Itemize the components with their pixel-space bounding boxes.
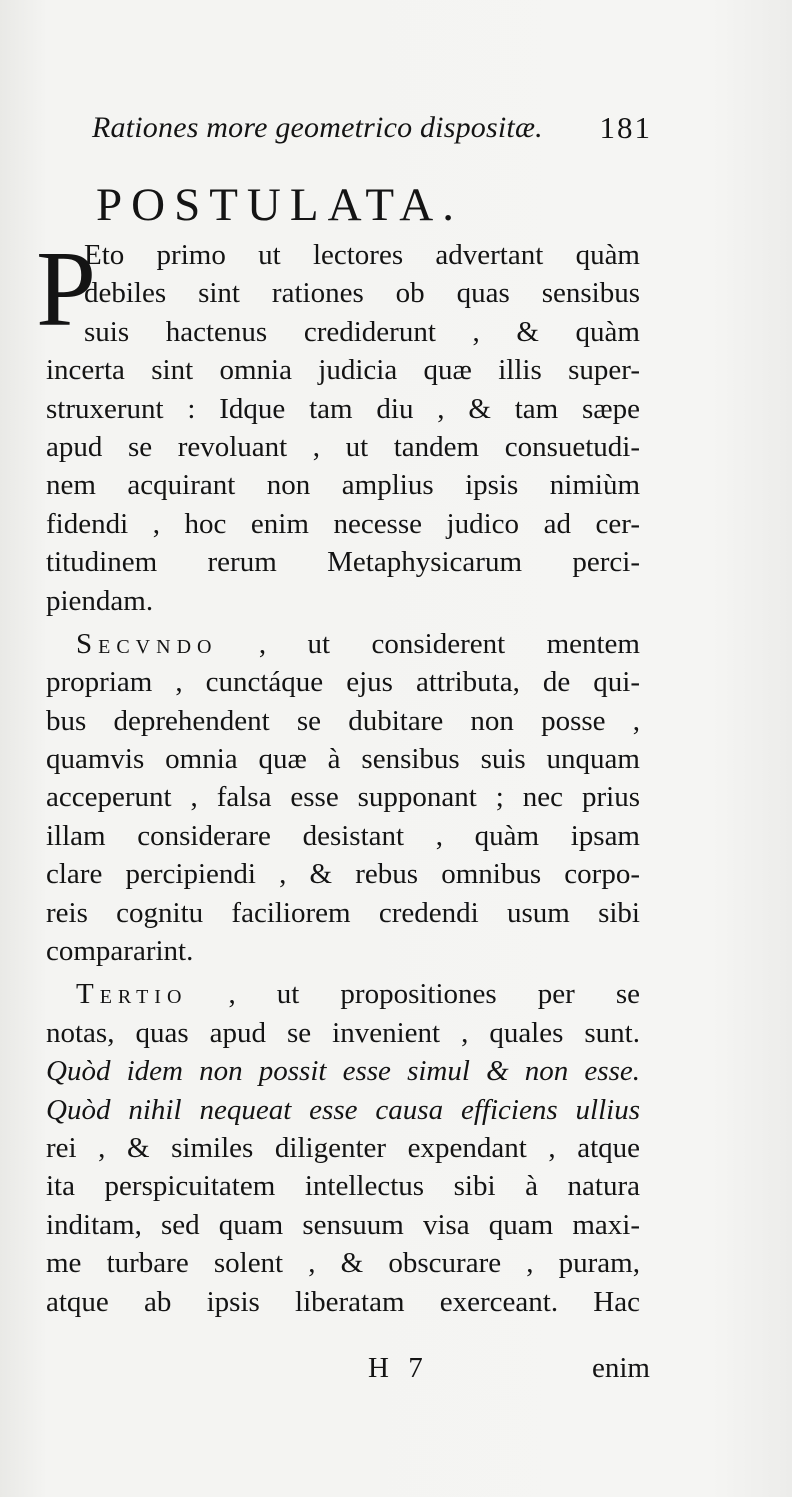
drop-cap: P xyxy=(36,230,97,349)
text-line: incerta sint omnia judicia quæ illis super- xyxy=(46,354,640,387)
signature-mark: H 7 xyxy=(368,1352,429,1384)
line-text: , ut propositiones per se xyxy=(228,978,641,1011)
text-line: notas, quas apud se invenient , quales sunt. xyxy=(46,1016,640,1049)
text-line: propriam , cunctáque ejus attributa, de qui- xyxy=(46,666,640,699)
running-head xyxy=(92,108,652,148)
text-line: nem acquirant non amplius ipsis nimiùm xyxy=(46,469,640,502)
text-line: clare percipiendi , & rebus omnibus corpo- xyxy=(46,858,640,891)
text-line: me turbare solent , & obscurare , puram, xyxy=(46,1247,640,1280)
text-line: illam considerare desistant , quàm ipsam xyxy=(46,819,640,852)
text-line xyxy=(76,975,640,1013)
text-line: atque ab ipsis liberatam exerceant. Hac xyxy=(46,1285,640,1318)
text-line: rei , & similes diligenter expendant , atque xyxy=(46,1131,640,1164)
text-line: inditam, sed quam sensuum visa quam maxi- xyxy=(46,1208,640,1241)
catchword: enim xyxy=(592,1352,650,1384)
text-line: Eto primo ut lectores advertant quàm xyxy=(84,239,640,271)
text-line: quamvis omnia quæ à sensibus suis unquam xyxy=(46,743,640,776)
running-title: Rationes more geometrico dispositæ. xyxy=(92,111,543,144)
paragraph-secundo xyxy=(36,625,640,971)
text-line: struxerunt : Idque tam diu , & tam sæpe xyxy=(46,392,640,425)
section-heading: POSTULATA. xyxy=(96,179,463,231)
text-line: apud se revoluant , ut tandem consuetudi- xyxy=(46,430,640,463)
text-line: suis hactenus crediderunt , & quàm xyxy=(84,315,640,348)
text-line: piendam. xyxy=(46,584,154,617)
line-text: , ut considerent mentem xyxy=(258,627,640,660)
text-line-italic: Quòd nihil nequeat esse causa efficiens ullius xyxy=(46,1093,640,1126)
paragraph-tertio xyxy=(36,975,640,1321)
text-line: reis cognitu faciliorem credendi usum sibi xyxy=(46,896,640,929)
text-line: compararint. xyxy=(46,935,194,968)
text-line: ita perspicuitatem intellectus sibi à natura xyxy=(46,1170,640,1203)
page-number: 181 xyxy=(599,110,652,145)
text-line xyxy=(76,625,640,663)
text-line: debiles sint rationes ob quas sensibus xyxy=(84,277,640,310)
text-line: titudinem rerum Metaphysicarum perci- xyxy=(46,546,640,579)
lead-word: Secvndo xyxy=(76,627,218,660)
text-line: bus deprehendent se dubitare non posse , xyxy=(46,704,640,737)
page-footer xyxy=(46,1348,650,1388)
lead-word: Tertio xyxy=(76,978,188,1011)
text-block xyxy=(36,230,641,1321)
text-line-italic: Quòd idem non possit esse simul & non esse. xyxy=(46,1055,640,1088)
paragraph-first xyxy=(36,230,640,620)
text-line: fidendi , hoc enim necesse judico ad cer- xyxy=(46,507,640,540)
text-line: acceperunt , falsa esse supponant ; nec prius xyxy=(46,781,640,814)
